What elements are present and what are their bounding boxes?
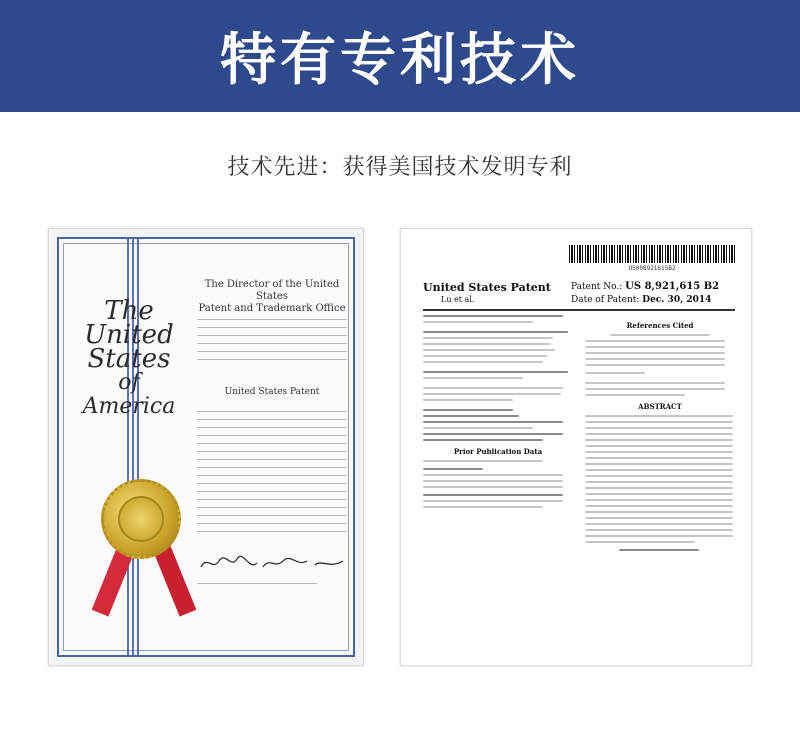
text-line — [197, 335, 347, 336]
certificate-border — [57, 237, 355, 657]
patent-title: United States Patent — [423, 281, 551, 294]
references-heading: References Cited — [626, 321, 694, 330]
patent-right-column — [585, 315, 735, 555]
script-line: of — [118, 370, 140, 395]
text-line — [197, 435, 347, 436]
text-line — [197, 443, 347, 444]
text-line — [197, 515, 347, 516]
patent-certificate-image — [48, 228, 364, 666]
certificate-header-line: Patent and Trademark Office — [198, 303, 346, 314]
abstract-heading: ABSTRACT — [638, 402, 682, 411]
text-line — [197, 491, 347, 492]
patent-number — [571, 281, 719, 292]
patent-left-column — [423, 315, 573, 512]
script-line: The — [104, 296, 154, 326]
patent-document-image — [400, 228, 752, 666]
barcode-number: US008921615B2 — [628, 265, 676, 272]
text-line — [197, 327, 347, 328]
barcode-icon — [569, 245, 735, 263]
section-heading: Prior Publication Data — [453, 447, 543, 456]
title-banner — [0, 0, 800, 112]
text-line — [197, 411, 347, 412]
subtitle: 技术先进：获得美国技术发明专利 — [227, 155, 573, 180]
gold-seal-icon — [101, 479, 181, 559]
text-line — [197, 351, 347, 352]
banner-title: 特有专利技术 — [220, 28, 580, 93]
script-line: America — [82, 394, 176, 419]
text-line — [197, 459, 347, 460]
text-line — [197, 531, 347, 532]
patent-date-value: Dec. 30, 2014 — [642, 295, 712, 305]
script-line: United — [84, 320, 174, 350]
certificate-header-line: The Director of the United States — [204, 279, 340, 302]
text-line — [197, 359, 347, 360]
text-line — [197, 583, 317, 584]
text-line — [197, 467, 347, 468]
patent-number-label: Patent No.: — [571, 282, 623, 292]
text-line — [197, 483, 347, 484]
text-line — [197, 451, 347, 452]
seal-center — [118, 496, 164, 542]
text-line — [197, 419, 347, 420]
text-line — [197, 343, 347, 344]
signature-image — [197, 553, 347, 573]
patent-author: Lu et al. — [441, 295, 475, 304]
header-rule — [423, 309, 735, 311]
text-line — [197, 523, 347, 524]
text-line — [197, 319, 347, 320]
script-line: States — [87, 344, 171, 374]
certificate-header — [197, 279, 347, 315]
certificate-recipient: United States Patent — [224, 387, 320, 397]
certificate-script-title — [79, 296, 179, 419]
patent-date — [571, 295, 711, 305]
text-line — [197, 499, 347, 500]
text-line — [197, 427, 347, 428]
patent-number-value: US 8,921,615 B2 — [625, 281, 720, 292]
text-line — [197, 475, 347, 476]
text-line — [197, 507, 347, 508]
patent-date-label: Date of Patent: — [571, 295, 640, 305]
